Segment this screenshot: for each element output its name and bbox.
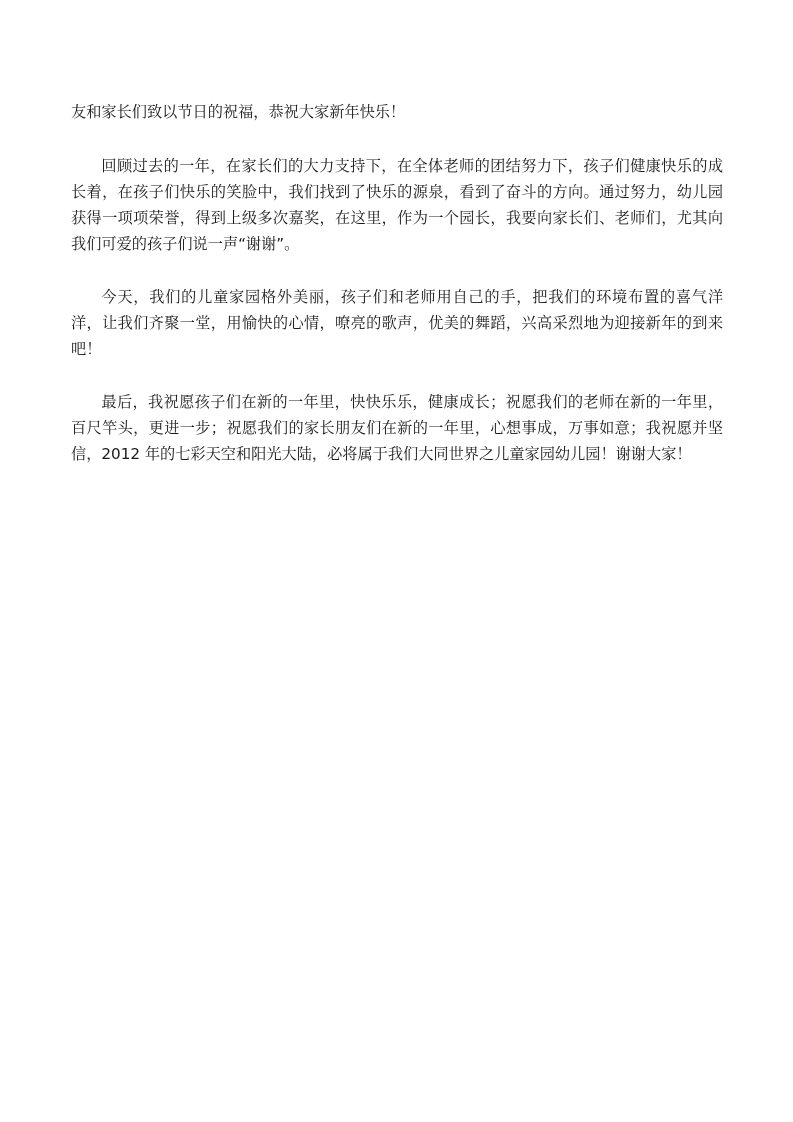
paragraph-wishes: 最后，我祝愿孩子们在新的一年里，快快乐乐，健康成长；祝愿我们的老师在新的一年里，百尺竿头，更进一步；祝愿我们的家长朋友们在新的一年里，心想事成，万事如意；我祝愿并坚信，2012 年的七彩天空和阳光大陆，必将属于我们大同世界之儿童家园幼儿园！谢谢大家！ <box>71 393 723 463</box>
paragraph-greeting-continuation: 友和家长们致以节日的祝福，恭祝大家新年快乐！ <box>71 103 406 121</box>
document-body <box>71 99 723 494</box>
paragraph-today: 今天，我们的儿童家园格外美丽，孩子们和老师用自己的手，把我们的环境布置的喜气洋洋，让我们齐聚一堂，用愉快的心情，嘹亮的歌声，优美的舞蹈，兴高采烈地为迎接新年的到来吧！ <box>71 288 723 358</box>
paragraph-review: 回顾过去的一年，在家长们的大力支持下，在全体老师的团结努力下，孩子们健康快乐的成长着，在孩子们快乐的笑脸中，我们找到了快乐的源泉，看到了奋斗的方向。通过努力，幼儿园获得一项项荣誉，得到上级多次嘉奖，在这里，作为一个园长，我要向家长们、老师们，尤其向我们可爱的孩子们说一声“谢谢”。 <box>71 157 723 253</box>
